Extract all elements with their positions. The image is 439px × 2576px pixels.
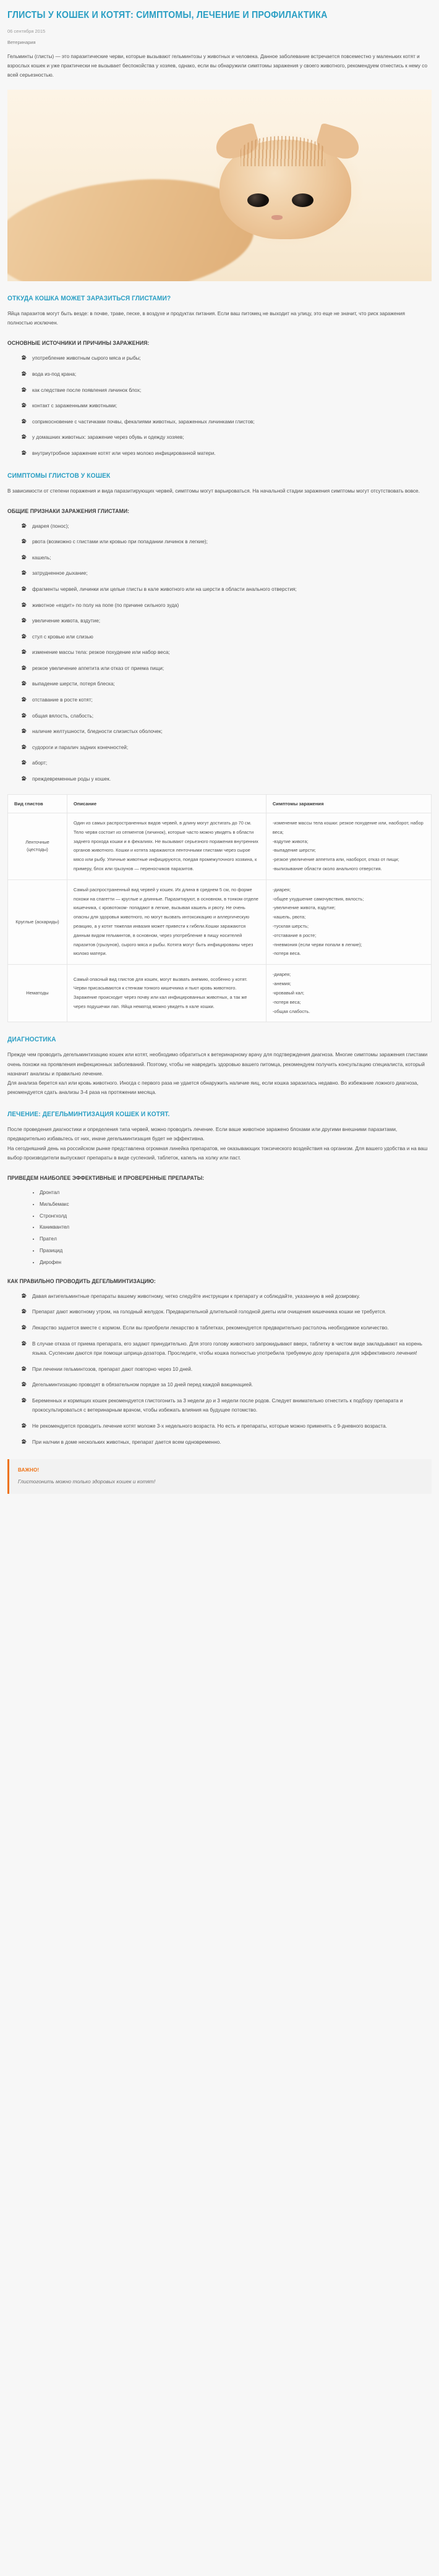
table-row <box>8 879 432 965</box>
symptom-line: -общее ухудшение самочувствия, вялость; <box>272 896 364 902</box>
drugs-list <box>7 1190 432 1266</box>
list-item <box>7 417 432 427</box>
list-item <box>7 537 432 547</box>
list-item <box>7 1307 432 1317</box>
list-item-label: внутриутробное заражение котят или через молоко инфицированной матери. <box>32 450 216 456</box>
paw-bullet-icon <box>21 697 27 702</box>
list-item <box>7 569 432 578</box>
cell-description: Самый распространенный вид червей у кошек. Их длина в среднем 5 см, по форме похожи на спагетти — круглые и длинные. Паразитируют, в основном, в тонком отделе кишечника, с кровотоком- попадают в легкие, вызывая кашель и рвоту. Не очень опасны для здоровья животного, но могут вызвать интоксикацию и аллергическую реакцию, а у котят тяжелая инвазия может привести к гибели.Кошки заражаются данным видом гельминтов, в основном, через употребление в пищу носителей паразитов (грызунов), сырого мяса и рыбы. Котята могут быть инфицированы через молоко матери. <box>67 879 266 965</box>
list-item-label: общая вялость, слабость; <box>32 713 94 719</box>
list-item: • Каниквантел <box>40 1224 432 1231</box>
list-item <box>7 553 432 563</box>
note-title: ВАЖНО! <box>18 1467 40 1473</box>
list-item-label: судороги и паралич задних конечностей; <box>32 744 129 750</box>
paw-bullet-icon <box>21 1308 27 1314</box>
list-item <box>7 679 432 689</box>
list-item-label: Не рекомендуется проводить лечение котят моложе 3-х недельного возраста. Но есть и препараты, которые можно применять с 9-дневного возраста. <box>32 1423 387 1429</box>
paw-bullet-icon <box>21 554 27 560</box>
list-item-label: При налчии в доме нескольких животных, препарат дается всем одновременно. <box>32 1439 221 1445</box>
list-item-label: фрагменты червей, личинки или целые глисты в кале животного или на шерсти в области анального отверстия; <box>32 586 297 592</box>
paw-bullet-icon <box>21 570 27 575</box>
symptom-line: -диарея; <box>272 972 291 978</box>
list-item <box>7 1421 432 1431</box>
list-item <box>7 664 432 674</box>
list-item-label: животное «ездит» по полу на попе (по причине сильного зуда) <box>32 602 179 608</box>
list-item-label: В случае отказа от приема препарата, его задают принудительно. Для этого голову животного запрокидывают вверх, таблетку в чистом виде закладывают на корень языка. Суспензии даются при помощи шприца-дозатора. Проследите, чтобы кошка полностью употребила требуемую дозу препарата для эффективного лечения! <box>32 1341 422 1357</box>
list-item-label: употребление животным сырого мяса и рыбы; <box>32 355 141 362</box>
list-item: • Дирофен <box>40 1260 432 1266</box>
publish-date: 06 сентября 2015 <box>7 28 46 34</box>
list-item-label: наличие желтушности, бледности слизистых оболочек; <box>32 729 163 735</box>
list-item: • Дронтал <box>40 1190 432 1196</box>
paw-bullet-icon <box>21 371 27 376</box>
list-item-label: изменение массы тела: резкое похудение или набор веса; <box>32 650 170 656</box>
category-label[interactable]: Ветеринария <box>7 39 36 45</box>
list-item <box>7 743 432 753</box>
list-item: • Стронгхолд <box>40 1213 432 1219</box>
symptom-line: -кашель, рвота; <box>272 914 306 920</box>
paw-bullet-icon <box>21 680 27 686</box>
paw-bullet-icon <box>21 355 27 360</box>
paw-bullet-icon <box>21 602 27 608</box>
list-item <box>7 616 432 626</box>
paw-bullet-icon <box>21 649 27 655</box>
symptom-line: -резкое увеличение аппетита или, наоборот, отказ от пищи; <box>272 857 399 863</box>
table-header-row <box>8 794 432 813</box>
list-item: • Пратeл <box>40 1236 432 1242</box>
table-body <box>8 813 432 1022</box>
symptom-line: -отставание в росте; <box>272 932 317 938</box>
list-item <box>7 1380 432 1390</box>
list-item <box>7 758 432 768</box>
list-item-label: Давая антигельминтные препараты вашему животному, четко следуйте инструкции к препарату и соблюдайте, указанную в ней дозировку. <box>32 1293 360 1299</box>
list-item-label: соприкосновение с частичками почвы, фекалиями животных, зараженных личинками глистов; <box>32 418 255 425</box>
cell-worm-kind: Круглые (аскариды) <box>8 879 67 965</box>
list-item-label: контакт с зараженными животными; <box>32 403 117 409</box>
paw-bullet-icon <box>21 744 27 750</box>
list-item-label: аборт; <box>32 760 48 766</box>
list-item <box>7 1292 432 1302</box>
intro-paragraph: Гельминты (глисты) — это паразитические черви, которые вызывают гельминтозы у животных и человека. Данное заболевание встречается повсеместно у маленьких котят и взрослых кошек и уже практически не вызывает беспокойства у хозяев, однако, если вы обнаружили симптомы заражения у своего животного, рекомендуем отнестись к нему со всей серьезностью. <box>7 53 428 78</box>
list-item <box>7 386 432 396</box>
symptom-line: -увеличение живота, вздутие; <box>272 905 336 911</box>
subheading-infection-sources: ОСНОВНЫЕ ИСТОЧНИКИ И ПРИЧИНЫ ЗАРАЖЕНИЯ: <box>7 340 150 347</box>
paw-bullet-icon <box>21 1324 27 1330</box>
cell-description: Самый опасный вид глистов для кошек, могут вызвать анемию, особенно у котят. Черви присасываются к стенкам тонкого кишечника и пьют кровь животного. Заражение происходит через почву или кал инфицированных животных, а так же через подушечки лап. Яйца нематод можно увидеть в кале кошки. <box>67 965 266 1022</box>
column-header-kind: Вид глистов <box>8 794 67 813</box>
paw-bullet-icon <box>21 538 27 544</box>
paw-bullet-icon <box>21 586 27 591</box>
cell-symptoms <box>266 879 431 965</box>
infection-sources-list <box>7 354 432 458</box>
paw-bullet-icon <box>21 450 27 455</box>
list-item-label: затрудненное дыхание; <box>32 570 88 577</box>
list-item <box>7 695 432 705</box>
paw-bullet-icon <box>21 523 27 528</box>
symptom-line: -потеря веса; <box>272 999 301 1005</box>
cell-worm-kind: Нематоды <box>8 965 67 1022</box>
symptom-line: -изменение массы тела кошки: резкое похудение или, наоборот, набор веса; <box>272 820 424 835</box>
list-item <box>7 1438 432 1447</box>
article-page <box>0 10 439 1509</box>
infection-paragraph: Яйца паразитов могут быть везде: в почве, траве, песке, в воздухе и продуктах питания. Если ваш питомец не выходит на улицу, это еще не значит, что риск заражения полностью исключен. <box>7 311 405 326</box>
list-item <box>7 648 432 658</box>
howto-list <box>7 1292 432 1447</box>
paw-bullet-icon <box>21 1293 27 1299</box>
paw-bullet-icon <box>21 1341 27 1346</box>
worm-types-table <box>7 794 432 1023</box>
list-item <box>7 601 432 611</box>
list-item-label: Дегельминтизацию проводят в обязательном порядке за 10 дней перед каждой вакцинацией. <box>32 1382 254 1388</box>
list-item-label: При лечении гельминтозов, препарат дают повторно через 10 дней. <box>32 1366 193 1372</box>
subheading-drugs: ПРИВЕДЕМ НАИБОЛЕЕ ЭФФЕКТИВНЫЕ И ПРОВЕРЕННЫЕ ПРЕПАРАТЫ: <box>7 1174 205 1181</box>
symptom-line: -диарея; <box>272 886 291 892</box>
list-item <box>7 1323 432 1333</box>
paw-bullet-icon <box>21 387 27 392</box>
list-item: • Празицид <box>40 1248 432 1254</box>
symptom-line: -потеря веса. <box>272 951 301 957</box>
list-item-label: преждевременные роды у кошек. <box>32 776 111 782</box>
paw-bullet-icon <box>21 617 27 623</box>
list-item-label: резкое увеличение аппетита или отказ от приема пищи; <box>32 665 164 671</box>
list-item-label: как следствие после появления личинок блох; <box>32 387 142 393</box>
column-header-description: Описание <box>67 794 266 813</box>
list-item <box>7 354 432 363</box>
list-item <box>7 370 432 379</box>
symptom-line: -выпадение шерсти; <box>272 847 316 854</box>
list-item <box>7 1339 432 1358</box>
page-title: ГЛИСТЫ У КОШЕК И КОТЯТ: СИМПТОМЫ, ЛЕЧЕНИЕ И ПРОФИЛАКТИКА <box>7 10 328 20</box>
paw-bullet-icon <box>21 1397 27 1403</box>
list-item <box>7 1365 432 1375</box>
paw-bullet-icon <box>21 633 27 639</box>
cell-symptoms <box>266 813 431 879</box>
list-item-label: Препарат дают животному утром, на голодный желудок. Предварительной длительной голодной диеты или очищения кишечника кошки не требуется. <box>32 1309 386 1315</box>
cell-symptoms <box>266 965 431 1022</box>
paw-bullet-icon <box>21 402 27 408</box>
kitten-forehead-stripes <box>241 136 325 167</box>
paw-bullet-icon <box>21 1381 27 1387</box>
note-text: Глистогонить можно только здоровых кошек и котят! <box>18 1478 156 1485</box>
diagnostics-paragraph-1: Прежде чем проводить дегельминтизацию кошек или котят, необходимо обратиться к ветеринарному врачу для подтверждения диагноза. Многие симптомы заражения глистами очень похожи на проявления инфекционных заболеваний. Поэтому, чтобы не навредить здоровью вашего питомца, рекомендуем получить консультацию специалиста, который назначит анализы и правильно лечение. <box>7 1052 428 1077</box>
list-item: • Мильбемакс <box>40 1201 432 1208</box>
list-item-label: рвота (возможно с глистами или кровью при попадании личинок в легкие); <box>32 539 208 545</box>
list-item <box>7 1396 432 1415</box>
list-item-label: Лекарство задается вместе с кормом. Если вы приобрели лекарство в таблетках, рекомендуется предварительно растолочь необходимое количество. <box>32 1324 389 1331</box>
symptom-line: -вылизывание области около анального отверстия. <box>272 865 382 871</box>
list-item <box>7 632 432 642</box>
general-signs-list <box>7 522 432 784</box>
subheading-general-signs: ОБЩИЕ ПРИЗНАКИ ЗАРАЖЕНИЯ ГЛИСТАМИ: <box>7 507 130 514</box>
list-item <box>7 727 432 737</box>
cell-description: Один из самых распространенных видов червей, в длину могут достигать до 70 см. Тело червя состоит из сегментов (личинок), которые часто можно увидеть в области заднего прохода кошки и в фекалиях. Не вызывают серьезного поражения внутренних органов животного. Кошки и котята заражаются ленточными глистами через сырое мясо или рыбу. Уличные животные инфицируются, поедая промежуточного хозяина, к примеру, блох или грызунов — переносчиков паразитов. <box>67 813 266 879</box>
paw-bullet-icon <box>21 1366 27 1371</box>
symptoms-paragraph: В зависимости от степени поражения и вида паразитирующих червей, симптомы могут варьироваться. На начальной стадии заражения симптомы могут отсутствовать вовсе. <box>7 488 420 494</box>
symptom-line: -анемия; <box>272 981 291 987</box>
paw-bullet-icon <box>21 665 27 671</box>
paw-bullet-icon <box>21 760 27 765</box>
list-item-label: выпадение шерсти, потеря блеска; <box>32 681 115 687</box>
important-note <box>7 1459 432 1494</box>
list-item <box>7 585 432 595</box>
subheading-howto: КАК ПРАВИЛЬНО ПРОВОДИТЬ ДЕГЕЛЬМИНТИЗАЦИЮ: <box>7 1277 156 1284</box>
list-item <box>7 433 432 443</box>
list-item <box>7 449 432 459</box>
table-row <box>8 965 432 1022</box>
list-item <box>7 774 432 784</box>
treatment-paragraph-1: После проведения диагностики и определения типа червей, можно проводить лечение. Если ваше животное заражено блохами или другими внешними паразитами, предварительно избавьтесь от них, иначе дегельминтизация будет не эффективна. <box>7 1127 398 1142</box>
diagnostics-paragraph-2: Для анализа берется кал или кровь животного. Иногда с первого раза не удается обнаружить наличие яиц, если кошка заразилась недавно. Во избежание ложного диагноза, рекомендуется сдать анализы 3-4 раза на протяжении месяца. <box>7 1080 419 1096</box>
list-item-label: диарея (понос); <box>32 523 69 529</box>
symptom-line: -кровавый кал; <box>272 989 304 996</box>
section-heading-symptoms: СИМПТОМЫ ГЛИСТОВ У КОШЕК <box>7 472 111 480</box>
paw-bullet-icon <box>21 1439 27 1444</box>
symptom-line: -вздутие живота; <box>272 838 309 844</box>
list-item-label: отставание в росте котят; <box>32 697 93 703</box>
list-item <box>7 401 432 411</box>
kitten-nose <box>271 215 283 219</box>
paw-bullet-icon <box>21 1423 27 1428</box>
treatment-paragraph-2: На сегодняшний день на российском рынке представлена огромная линейка препаратов, не оказывающих токсического воздействия на организм. Для вашего удобства и на ваш выбор производители выпускают препараты в виде суспензий, таблеток, капель на холку или паст. <box>7 1145 428 1161</box>
list-item-label: у домашних животных: заражение через обувь и одежду хозяев; <box>32 434 184 441</box>
symptom-line: -тусклая шерсть; <box>272 923 309 930</box>
column-header-symptoms: Симптомы заражения <box>266 794 431 813</box>
list-item-label: Беременных и кормящих кошек рекомендуется глистогонить за 3 недели до и 3 недели после родов. Следует внимательно отнестить к подбору препарата и прокосультироваться с ветеринарным врачом, чтобы избежать влияния на будущее потомство. <box>32 1397 403 1413</box>
paw-bullet-icon <box>21 418 27 424</box>
list-item-label: вода из-под крана; <box>32 371 77 378</box>
list-item-label: стул с кровью или слизью <box>32 633 93 640</box>
hero-kitten-image <box>7 90 432 281</box>
paw-bullet-icon <box>21 776 27 781</box>
symptom-line: -общая слабость. <box>272 1008 310 1014</box>
list-item <box>7 522 432 532</box>
paw-bullet-icon <box>21 713 27 718</box>
table-row <box>8 813 432 879</box>
cell-worm-kind: Ленточные (цестоды) <box>8 813 67 879</box>
symptom-line: -пневмония (если черви попали в легкие); <box>272 941 362 947</box>
paw-bullet-icon <box>21 434 27 439</box>
section-heading-infection: ОТКУДА КОШКА МОЖЕТ ЗАРАЗИТЬСЯ ГЛИСТАМИ? <box>7 295 171 303</box>
list-item-label: кашель; <box>32 554 51 561</box>
paw-bullet-icon <box>21 728 27 734</box>
list-item-label: увеличение живота, вздутие; <box>32 618 101 624</box>
list-item <box>7 711 432 721</box>
section-heading-treatment: ЛЕЧЕНИЕ: ДЕГЕЛЬМИНТИЗАЦИЯ КОШЕК И КОТЯТ. <box>7 1111 170 1119</box>
section-heading-diagnostics: ДИАГНОСТИКА <box>7 1036 56 1044</box>
